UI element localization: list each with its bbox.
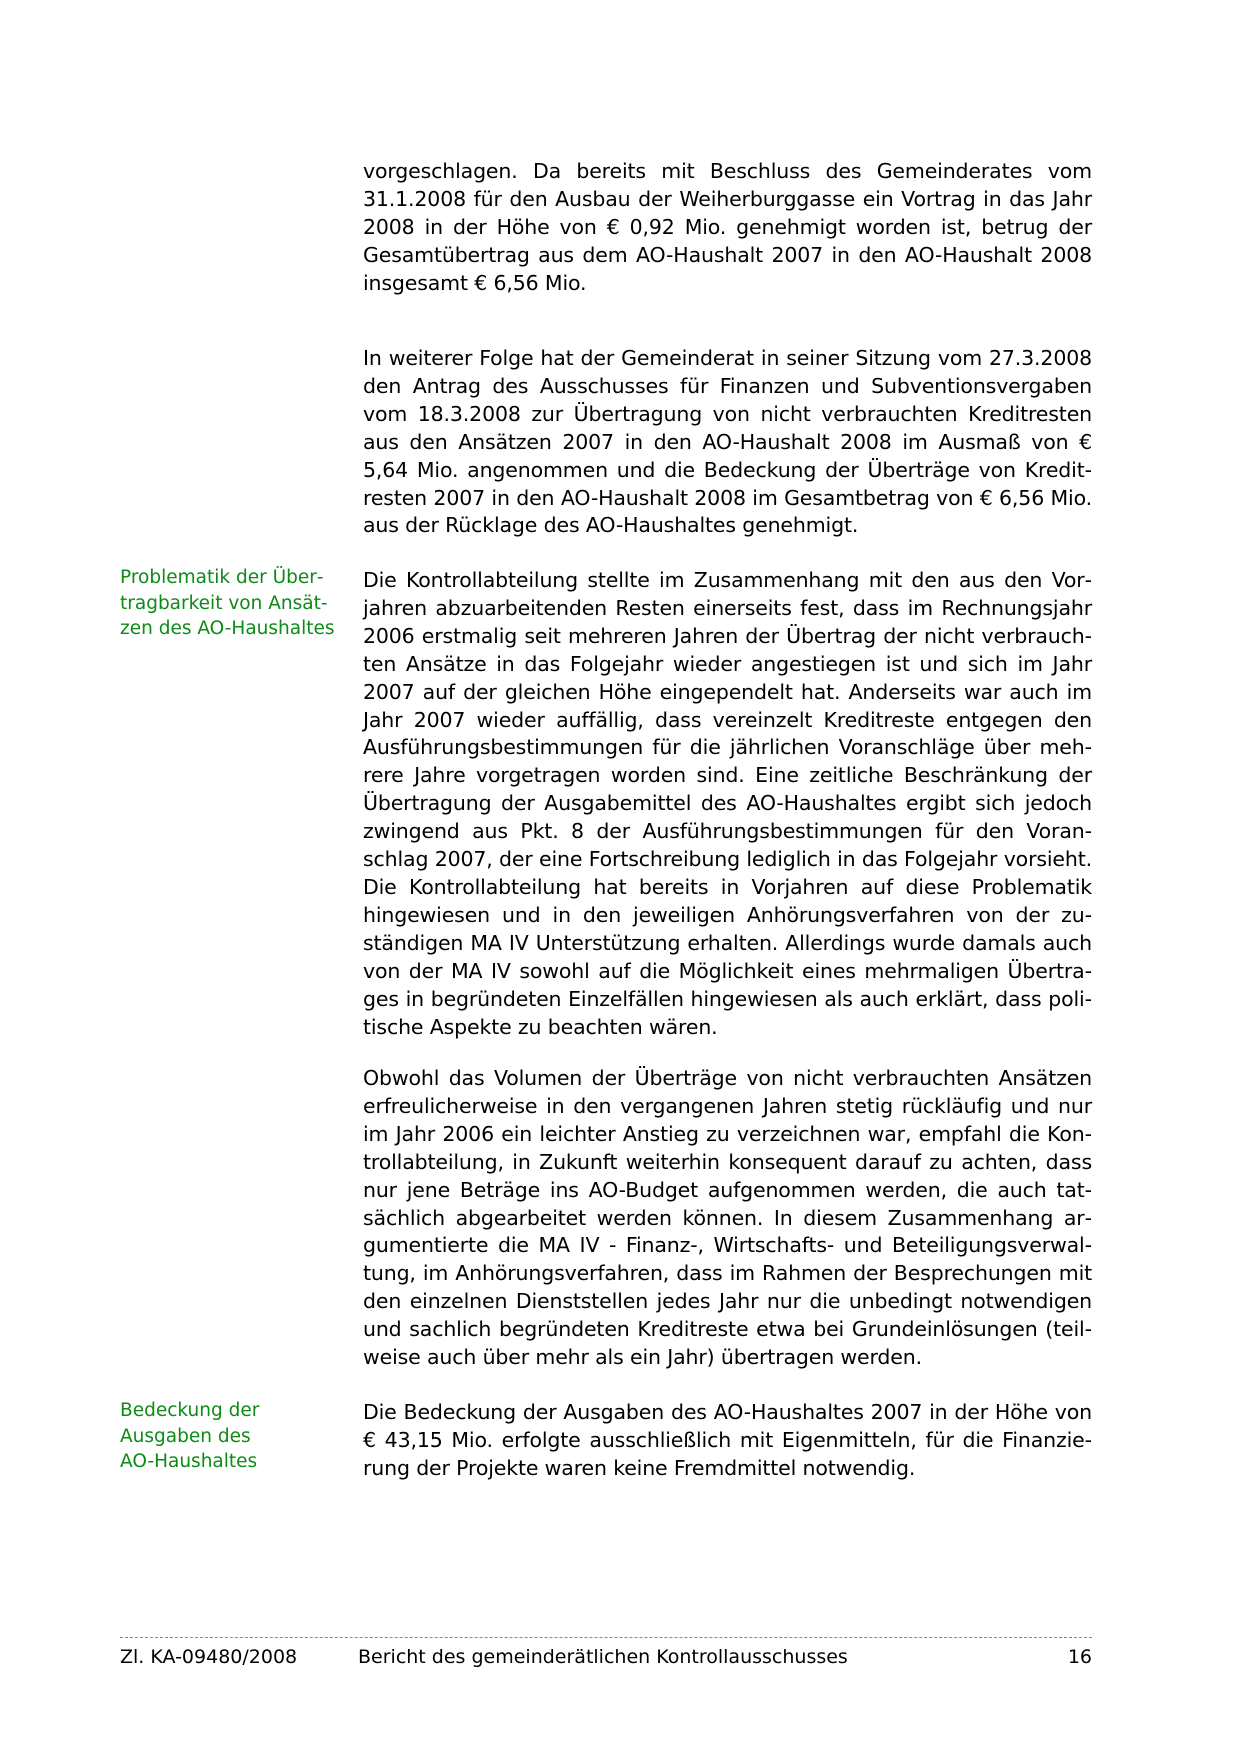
paragraph-coverage: Die Bedeckung der Ausgaben des AO-Haushaltes 2007 in der Höhe von € 43,15 Mio. erfolgte ausschließlich mit Eigenmitteln, für die Finanzierung der Projekte waren keine Fremdmittel notwendig. (363, 1400, 1092, 1480)
margin-note-transferability: Problematik der Übertragbarkeit von Ansätzen des AO-Haushaltes (120, 567, 335, 639)
paragraph-recommendation: Obwohl das Volumen der Überträge von nicht verbrauchten Ansätzen erfreulicherweise in den vergangenen Jahren stetig rückläufig und nur im Jahr 2006 ein leichter Anstieg zu verzeichnen war, empfahl die Kontrollabteilung, in Zukunft weiterhin konsequent darauf zu achten, dass nur jene Beträge ins AO-Budget aufgenommen werden, die auch tatsächlich abgearbeitet werden können. In diesem Zusammenhang argumentierte die MA IV - Finanz-, Wirtschafts- und Beteiligungsverwaltung, im Anhörungsverfahren, dass im Rahmen der Besprechungen mit den einzelnen Dienststellen jedes Jahr nur die unbedingt notwendigen und sachlich begründeten Kreditreste etwa bei Grundeinlösungen (teilweise auch über mehr als ein Jahr) übertragen werden. (363, 1066, 1092, 1370)
footer-divider (120, 1637, 1092, 1638)
paragraph-transfer-total: vorgeschlagen. Da bereits mit Beschluss des Gemeinderates vom 31.1.2008 für den Ausbau der Weiherburggasse ein Vortrag in das Jahr 2008 in der Höhe von € 0,92 Mio. genehmigt worden ist, betrug der Gesamtübertrag aus dem AO-Haushalt 2007 in den AO-Haushalt 2008 insgesamt € 6,56 Mio. (363, 159, 1092, 295)
margin-note-coverage: Bedeckung der Ausgaben des AO-Haushaltes (120, 1400, 260, 1472)
paragraph-control-findings: Die Kontrollabteilung stellte im Zusammenhang mit den aus den Vorjahren abzuarbeitenden Resten einerseits fest, dass im Rechnungsjahr 2006 erstmalig seit mehreren Jahren der Übertrag der nicht verbrauchten Ansätze in das Folgejahr wieder angestiegen ist und sich im Jahr 2007 auf der gleichen Höhe eingependelt hat. Anderseits war auch im Jahr 2007 wieder auffällig, dass vereinzelt Kreditreste entgegen den Ausführungsbestimmungen für die jährlichen Voranschläge über mehrere Jahre vorgetragen worden sind. Eine zeitliche Beschränkung der Übertragung der Ausgabemittel des AO-Haushaltes ergibt sich jedoch zwingend aus Pkt. 8 der Ausführungsbestimmungen für den Voranschlag 2007, der eine Fortschreibung lediglich in das Folgejahr vorsieht. Die Kontrollabteilung hat bereits in Vorjahren auf diese Problematik hingewiesen und in den jeweiligen Anhörungsverfahren von der zuständigen MA IV Unterstützung erhalten. Allerdings wurde damals auch von der MA IV sowohl auf die Möglichkeit eines mehrmaligen Übertrages in begründeten Einzelfällen hingewiesen als auch erklärt, dass politische Aspekte zu beachten wären. (363, 568, 1092, 1039)
paragraph-council-decision: In weiterer Folge hat der Gemeinderat in seiner Sitzung vom 27.3.2008 den Antrag des Ausschusses für Finanzen und Subventionsvergaben vom 18.3.2008 zur Übertragung von nicht verbrauchten Kreditresten aus den Ansätzen 2007 in den AO-Haushalt 2008 im Ausmaß von € 5,64 Mio. angenommen und die Bedeckung der Überträge von Kreditresten 2007 in den AO-Haushalt 2008 im Gesamtbetrag von € 6,56 Mio. aus der Rücklage des AO-Haushaltes genehmigt. (363, 346, 1092, 538)
footer-page-number: 16 (1067, 1646, 1092, 1668)
footer-title: Bericht des gemeinderätlichen Kontrollausschusses (358, 1646, 848, 1668)
footer-reference: Zl. KA-09480/2008 (120, 1646, 298, 1668)
